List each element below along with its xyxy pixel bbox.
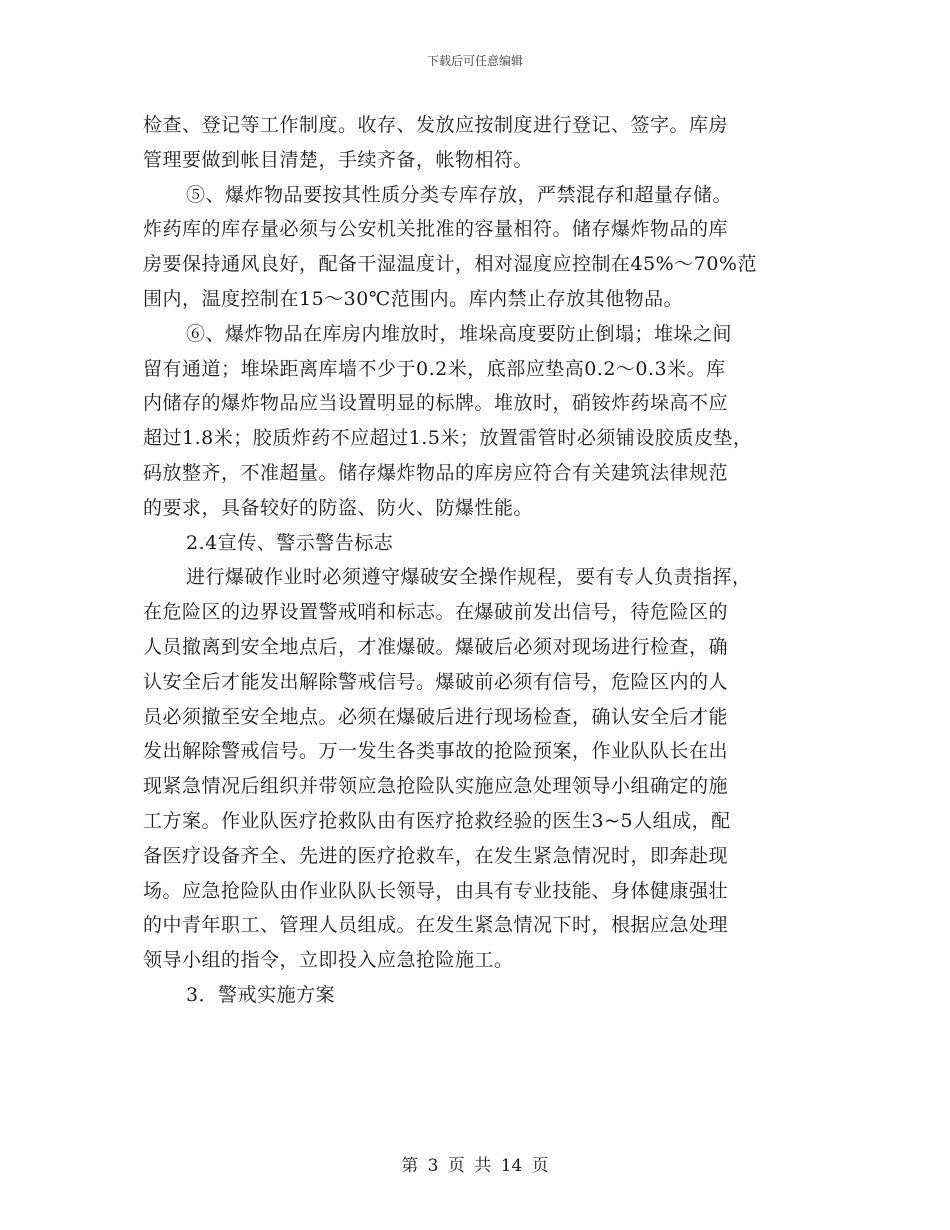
text-line: 进行爆破作业时必须遵守爆破安全操作规程，要有专人负责指挥，: [186, 566, 752, 589]
text-line: 房要保持通风良好，配备干湿温度计，相对湿度应控制在45%～70%范: [143, 253, 757, 276]
document-body: [143, 108, 833, 1013]
text-line: 领导小组的指令，立即投入应急抢险施工。: [143, 949, 514, 972]
text-line: 认安全后才能发出解除警戒信号。爆破前必须有信号，危险区内的人: [143, 670, 729, 693]
text-line: 炸药库的库存量必须与公安机关批准的容量相符。储存爆炸物品的库: [143, 218, 729, 241]
page-footer: 第 3 页 共 14 页: [401, 1156, 549, 1176]
text-line: ⑥、爆炸物品在库房内堆放时，堆垛高度要防止倒塌；堆垛之间: [186, 322, 733, 345]
text-line: 人员撤离到安全地点后，才准爆破。爆破后必须对现场进行检查，确: [143, 635, 729, 658]
text-line: 在危险区的边界设置警戒哨和标志。在爆破前发出信号，待危险区的: [143, 601, 729, 624]
text-line: 备医疗设备齐全、先进的医疗抢救车，在发生紧急情况时，即奔赴现: [143, 844, 729, 867]
text-line: 留有通道；堆垛距离库墙不少于0.2米，底部应垫高0.2～0.3米。库: [143, 357, 726, 380]
text-line: 场。应急抢险队由作业队队长领导，由具有专业技能、身体健康强壮: [143, 879, 729, 902]
text-line: 内储存的爆炸物品应当设置明显的标牌。堆放时，硝铵炸药垛高不应: [143, 392, 729, 415]
text-line: 现紧急情况后组织并带领应急抢险队实施应急处理领导小组确定的施: [143, 775, 729, 798]
text-line: 的要求，具备较好的防盗、防火、防爆性能。: [143, 496, 534, 519]
text-line: 的中青年职工、管理人员组成。在发生紧急情况下时，根据应急处理: [143, 914, 729, 937]
text-line: 工方案。作业队医疗抢救队由有医疗抢救经验的医生3~5人组成，配: [143, 809, 731, 832]
text-line: 管理要做到帐目清楚，手续齐备，帐物相符。: [143, 148, 534, 171]
text-line: 3．警戒实施方案: [186, 983, 336, 1006]
text-line: 员必须撤至安全地点。必须在爆破后进行现场检查，确认安全后才能: [143, 705, 729, 728]
text-line: 发出解除警戒信号。万一发生各类事故的抢险预案，作业队队长在出: [143, 740, 729, 763]
text-line: 超过1.8米；胶质炸药不应超过1.5米；放置雷管时必须铺设胶质皮垫，: [143, 427, 753, 450]
text-line: 检查、登记等工作制度。收存、发放应按制度进行登记、签字。库房: [143, 114, 729, 136]
text-line: 码放整齐，不准超量。储存爆炸物品的库房应符合有关建筑法律规范: [143, 461, 729, 484]
text-line: 2.4宣传、警示警告标志: [186, 531, 394, 554]
text-line: 围内，温度控制在15～30℃范围内。库内禁止存放其他物品。: [143, 287, 684, 310]
page-header: 下载后可任意编辑: [426, 54, 523, 68]
text-line: ⑤、爆炸物品要按其性质分类专库存放，严禁混存和超量存储。: [186, 183, 733, 206]
